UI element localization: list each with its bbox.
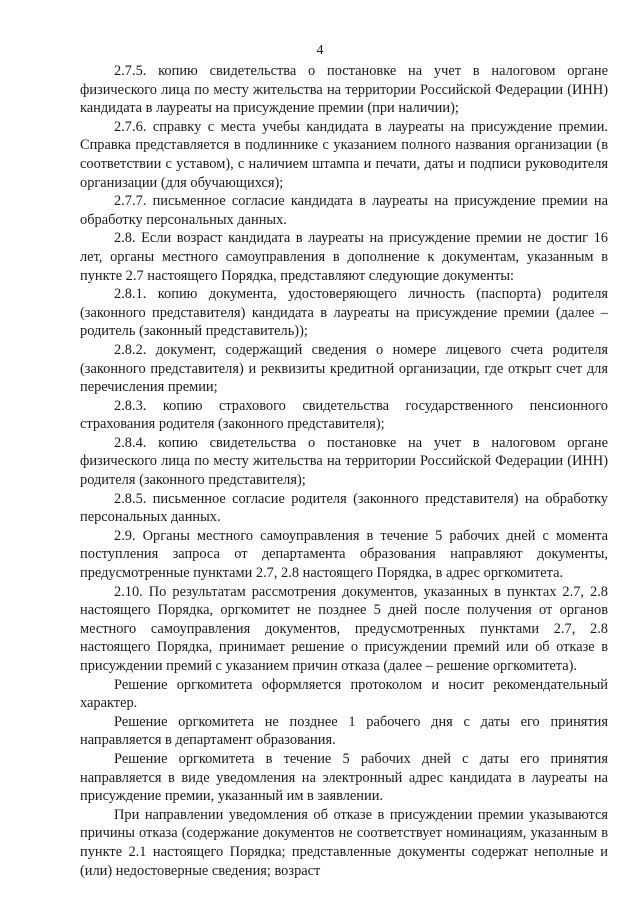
- paragraph-2-8: 2.8. Если возраст кандидата в лауреаты на присуждение премии не достиг 16 лет, органы местного самоуправления в дополнение к документам, указанным в пункте 2.7 настоящего Порядка, представляют следующие документы:: [80, 230, 608, 284]
- paragraph-decision-sent-to-department: Решение оргкомитета не позднее 1 рабочего дня с даты его принятия направляется в департамент образования.: [80, 713, 608, 749]
- paragraph-2-9: 2.9. Органы местного самоуправления в течение 5 рабочих дней с момента поступления запроса от департамента образования направляют документы, предусмотренные пунктами 2.7, 2.8 настоящего Порядка, в адрес оргкомитета.: [80, 527, 608, 582]
- paragraph-2-7-5: 2.7.5. копию свидетельства о постановке на учет в налоговом органе физического лица по месту жительства на территории Российской Федерации (ИНН) кандидата в лауреаты на присуждение премии (при наличии);: [80, 63, 608, 117]
- paragraph-2-7-7: 2.7.7. письменное согласие кандидата в лауреаты на присуждение премии на обработку персональных данных.: [80, 193, 608, 228]
- document-body: [80, 62, 608, 880]
- paragraph-2-10: 2.10. По результатам рассмотрения документов, указанных в пунктах 2.7, 2.8 настоящего Порядка, оргкомитет не позднее 5 дней после получения от органов местного самоуправления документов, предусмотренных пунктами 2.7, 2.8 настоящего Порядка, принимает решение о присуждении премий или об отказе в присуждении премий с указанием причин отказа (далее – решение оргкомитета).: [80, 583, 608, 674]
- paragraph-2-7-6: 2.7.6. справку с места учебы кандидата в лауреаты на присуждение премии. Справка представляется в подлиннике с указанием полного названия организации (в соответствии с уставом), с наличием штампа и печати, даты и подписи руководителя организации (для обучающихся);: [80, 118, 608, 191]
- paragraph-2-8-3: 2.8.3. копию страхового свидетельства государственного пенсионного страхования родителя (законного представителя);: [80, 397, 608, 433]
- paragraph-refusal-reasons: При направлении уведомления об отказе в присуждении премии указываются причины отказа (содержание документов не соответствует номинациям, указанным в пункте 2.1 настоящего Порядка; представленные документы содержат неполные и (или) недостоверные сведения; возраст: [80, 806, 608, 879]
- page-number: 4: [316, 43, 324, 58]
- paragraph-2-8-2: 2.8.2. документ, содержащий сведения о номере лицевого счета родителя (законного представителя) и реквизиты кредитной организации, где открыт счет для перечисления премии;: [80, 341, 608, 396]
- paragraph-decision-protocol: Решение оргкомитета оформляется протоколом и носит рекомендательный характер.: [80, 676, 608, 712]
- paragraph-2-8-5: 2.8.5. письменное согласие родителя (законного представителя) на обработку персональных данных.: [80, 490, 608, 526]
- paragraph-2-8-1: 2.8.1. копию документа, удостоверяющего личность (паспорта) родителя (законного представителя) кандидата в лауреаты на присуждение премии (далее – родитель (законный представитель));: [80, 286, 608, 340]
- paragraph-decision-notification: Решение оргкомитета в течение 5 рабочих дней с даты его принятия направляется в виде уведомления на электронный адрес кандидата в лауреаты на присуждение премии, указанный им в заявлении.: [80, 750, 608, 805]
- paragraph-2-8-4: 2.8.4. копию свидетельства о постановке на учет в налоговом органе физического лица по месту жительства на территории Российской Федерации (ИНН) родителя (законного представителя);: [80, 434, 608, 489]
